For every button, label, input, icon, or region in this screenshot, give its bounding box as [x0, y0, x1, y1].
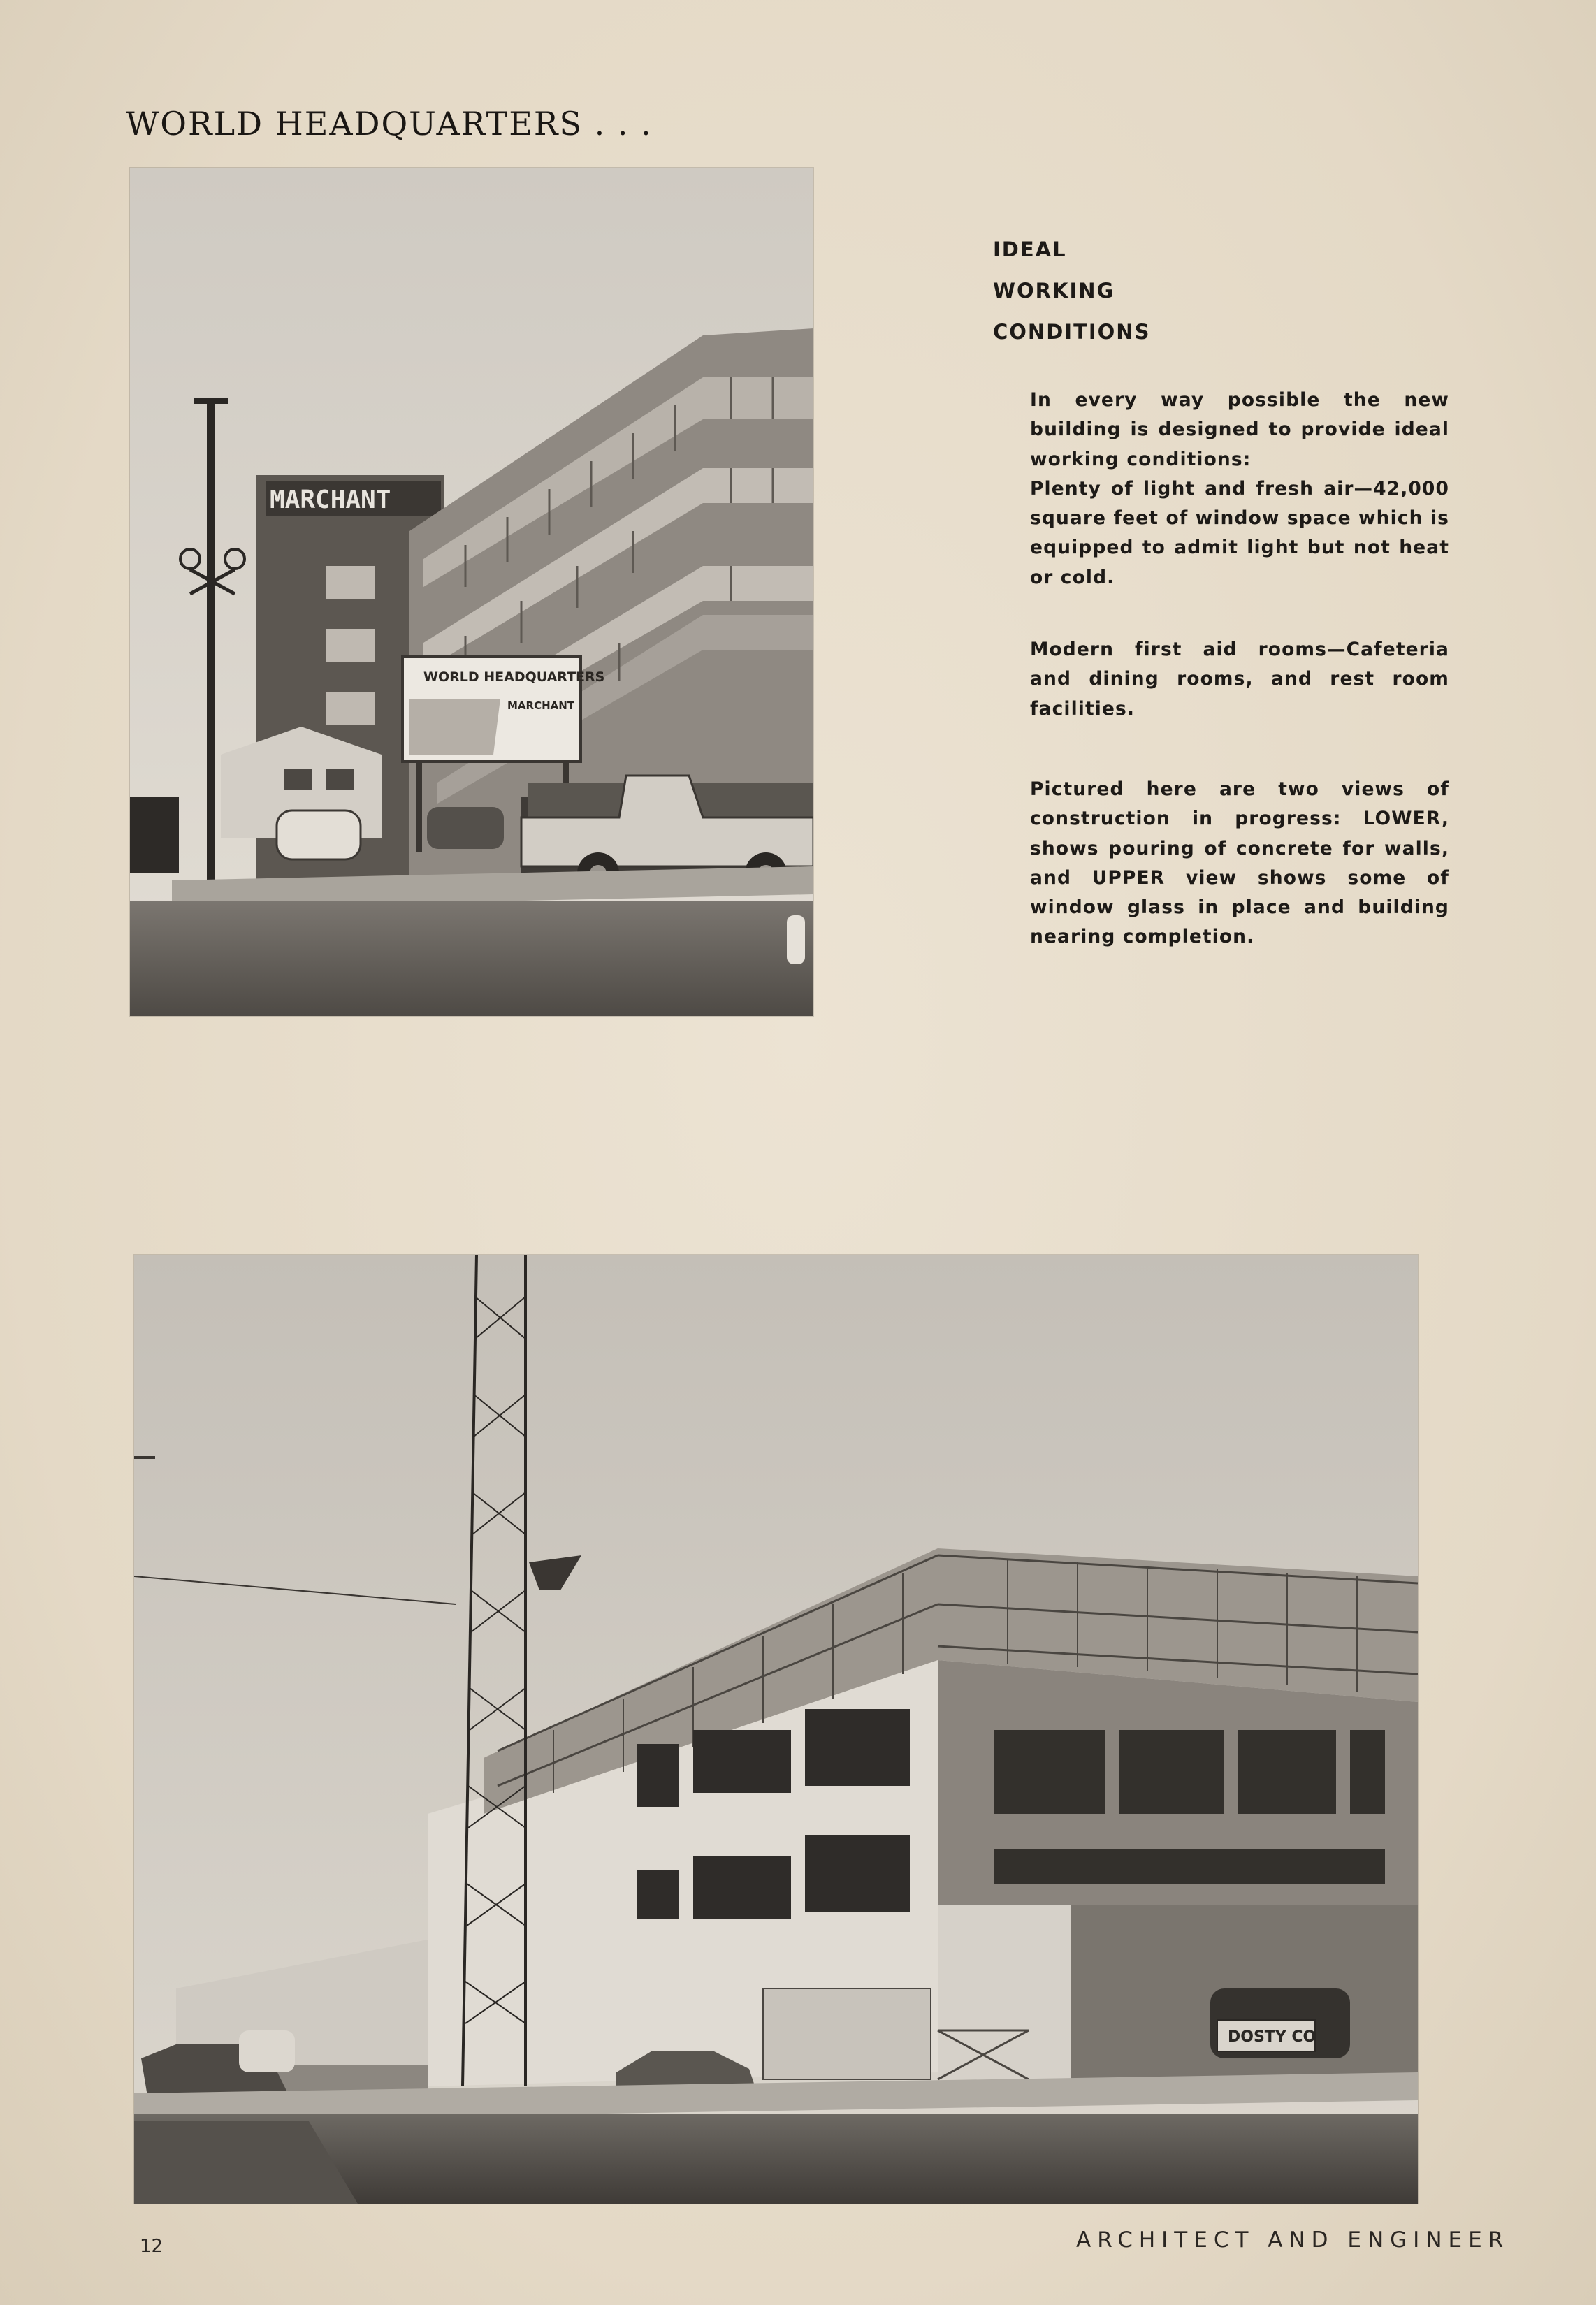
photo-upper-building-nearing-completion: [130, 168, 813, 1016]
heading-line-1: IDEAL: [993, 238, 1067, 261]
paragraph-photo-caption: Pictured here are two views of construction in progress: LOWER, shows pouring of concrete for walls, and UPPER view shows some of window glass in place and building nearing completion.: [1030, 778, 1449, 948]
billboard-headline: WORLD HEADQUARTERS: [423, 669, 605, 685]
journal-name: ARCHITECT AND ENGINEER: [1076, 2227, 1510, 2253]
marchant-building-sign: MARCHANT: [270, 486, 391, 514]
section-heading: [993, 229, 1150, 353]
truck-sign: DOSTY CO: [1228, 2028, 1316, 2046]
photo-lower-concrete-pouring: [134, 1255, 1418, 2204]
paragraph-ideal-conditions-intro: In every way possible the new building is designed to provide ideal working conditions:: [1030, 389, 1449, 470]
paragraph-ideal-conditions: [1030, 386, 1449, 592]
billboard-brand: MARCHANT: [507, 699, 575, 712]
page-number: 12: [140, 2236, 164, 2257]
heading-line-3: CONDITIONS: [993, 320, 1151, 344]
photo-lower-image: [134, 1255, 1418, 2204]
page-title: WORLD HEADQUARTERS . . .: [126, 105, 653, 143]
photo-upper-image: [130, 168, 813, 1016]
paragraph-facilities: Modern first aid rooms—Cafeteria and dining rooms, and rest room facilities.: [1030, 639, 1449, 720]
heading-line-2: WORKING: [993, 279, 1115, 303]
paragraph-light-and-air: Plenty of light and fresh air—42,000 square feet of window space which is equipped to admit light but not heat or cold.: [1030, 477, 1449, 588]
